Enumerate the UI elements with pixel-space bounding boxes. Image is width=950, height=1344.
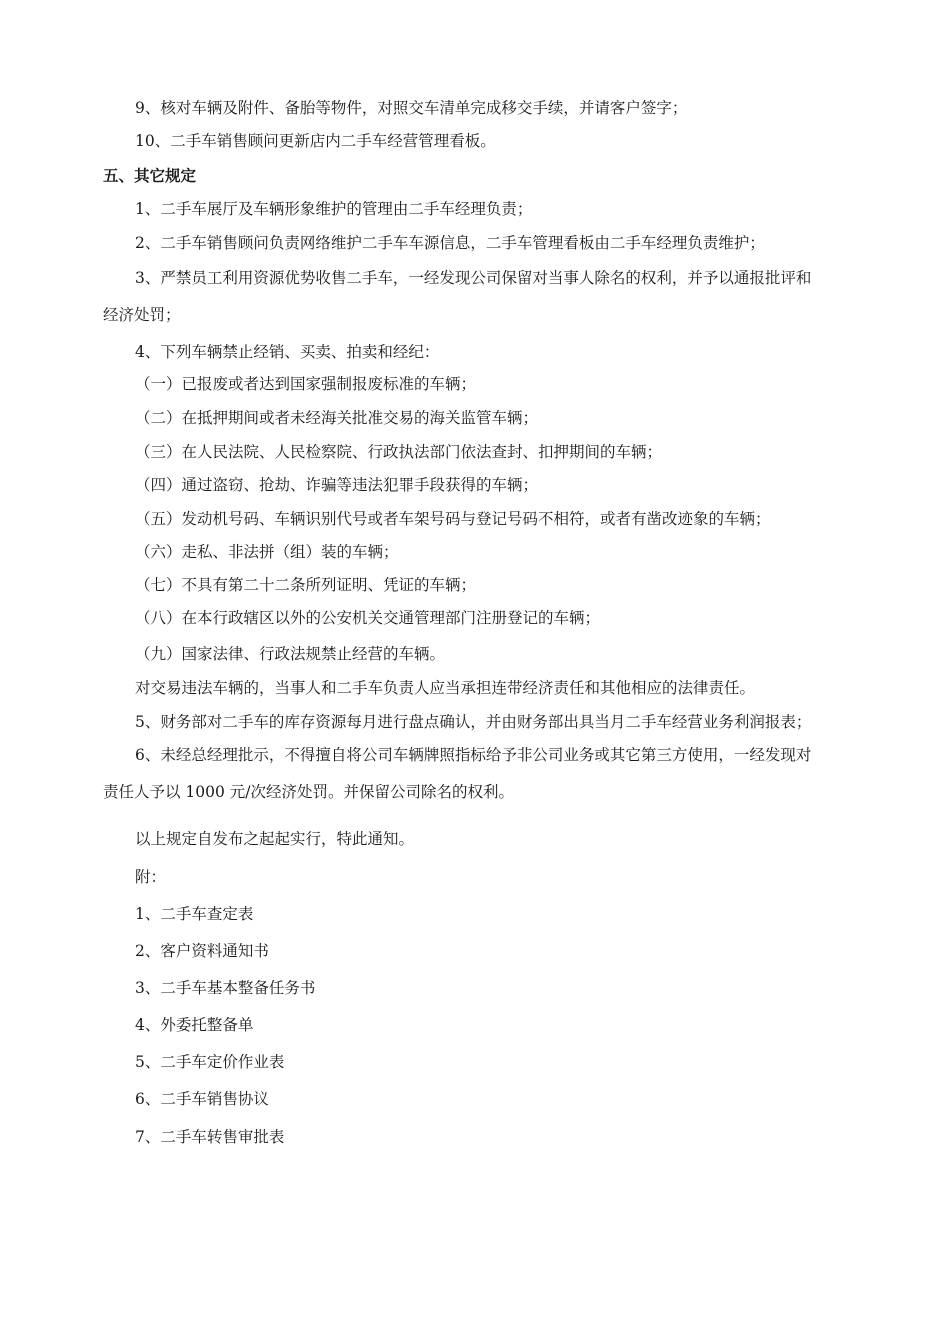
attachment-item: 2、客户资料通知书 (135, 942, 269, 960)
prohibited-item: （一）已报废或者达到国家强制报废标准的车辆； (135, 375, 477, 393)
rule-3-line-2: 经济处罚； (103, 306, 181, 324)
prohibited-item: （九）国家法律、行政法规禁止经营的车辆。 (135, 645, 446, 663)
prohibited-item: （七）不具有第二十二条所列证明、凭证的车辆； (135, 576, 477, 594)
rule-1: 1、二手车展厅及车辆形象维护的管理由二手车经理负责； (135, 200, 533, 218)
prohibited-item: （五）发动机号码、车辆识别代号或者车架号码与登记号码不相符，或者有凿改迹象的车辆； (135, 510, 771, 528)
rule-5: 5、财务部对二手车的库存资源每月进行盘点确认，并由财务部出具当月二手车经营业务利润报表； (135, 713, 812, 731)
section-heading: 五、其它规定 (103, 166, 197, 185)
attachment-item: 7、二手车转售审批表 (135, 1128, 285, 1146)
procedure-item-9: 9、核对车辆及附件、备胎等物件，对照交车清单完成移交手续，并请客户签字； (135, 99, 688, 117)
closing-notice: 以上规定自发布之起起实行，特此通知。 (135, 830, 415, 848)
prohibited-item: （三）在人民法院、人民检察院、行政执法部门依法查封、扣押期间的车辆； (135, 443, 663, 461)
attachment-item: 1、二手车查定表 (135, 905, 254, 923)
attachment-item: 5、二手车定价作业表 (135, 1053, 285, 1071)
prohibited-item: （六）走私、非法拼（组）装的车辆； (135, 543, 399, 561)
rule-4: 4、下列车辆禁止经销、买卖、拍卖和经纪： (135, 343, 440, 361)
prohibited-item: （四）通过盗窃、抢劫、诈骗等违法犯罪手段获得的车辆； (135, 476, 539, 494)
prohibited-item: （二）在抵押期间或者未经海关批准交易的海关监管车辆； (135, 409, 539, 427)
rule-6-line-1: 6、未经总经理批示，不得擅自将公司车辆牌照指标给予非公司业务或其它第三方使用，一经发现对 (135, 746, 812, 764)
rule-3-line-1: 3、严禁员工利用资源优势收售二手车，一经发现公司保留对当事人除名的权利，并予以通报批评和 (135, 269, 812, 287)
rule-2: 2、二手车销售顾问负责网络维护二手车车源信息，二手车管理看板由二手车经理负责维护； (135, 234, 765, 252)
rule-6-line-2: 责任人予以 1000 元/次经济处罚。并保留公司除名的权利。 (103, 783, 515, 801)
attachment-item: 4、外委托整备单 (135, 1016, 254, 1034)
attachment-item: 6、二手车销售协议 (135, 1090, 269, 1108)
attachment-item: 3、二手车基本整备任务书 (135, 979, 316, 997)
prohibited-item: （八）在本行政辖区以外的公安机关交通管理部门注册登记的车辆； (135, 609, 601, 627)
procedure-item-10: 10、二手车销售顾问更新店内二手车经营管理看板。 (135, 132, 496, 150)
attachments-label: 附： (135, 868, 167, 886)
liability-statement: 对交易违法车辆的，当事人和二手车负责人应当承担连带经济责任和其他相应的法律责任。 (135, 679, 756, 697)
